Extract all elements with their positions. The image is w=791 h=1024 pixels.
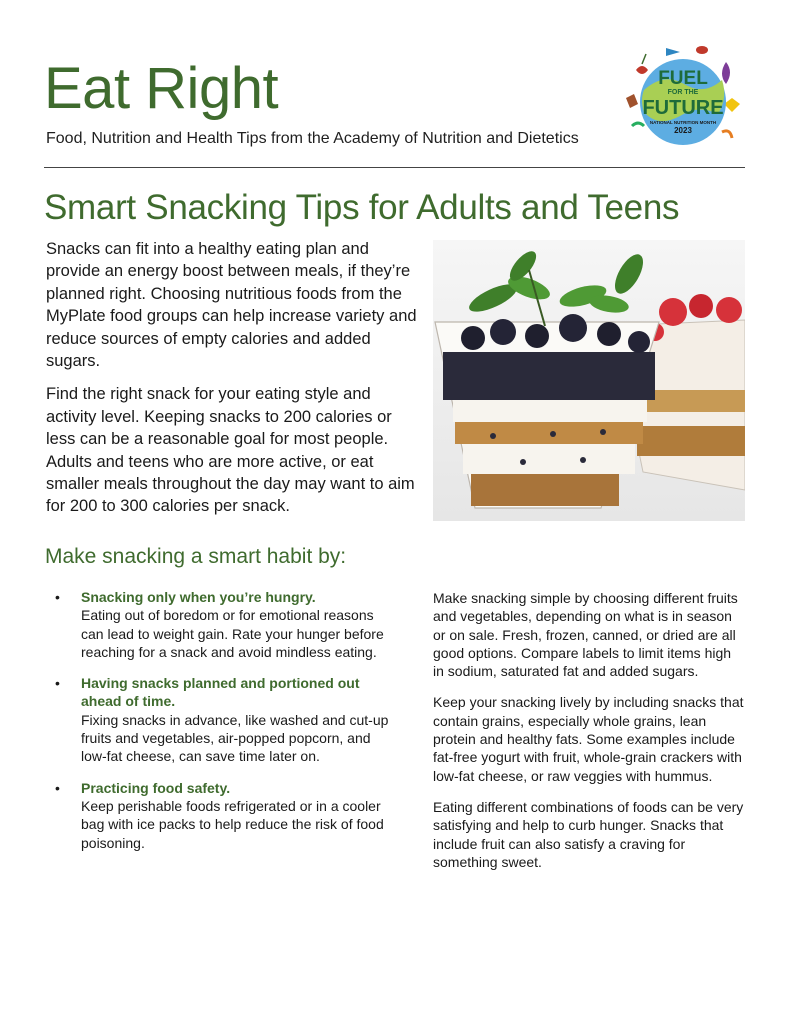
intro-paragraph: Snacks can fit into a healthy eating plan and provide an energy boost between meals, if they’re planned right. Choosing nutritious foods from the MyPlate food groups can help increase variety and reduce sources of empty calories and added sugars. (46, 240, 417, 371)
bean-icon (696, 46, 708, 54)
cherry-stem-icon (642, 54, 646, 64)
leaf-icon (632, 123, 644, 126)
intro-text (46, 238, 418, 529)
bullet-marker: • (55, 779, 60, 796)
logo-future: FUTURE (642, 97, 724, 119)
logo-for-the: FOR THE (667, 89, 699, 96)
logo-fuel: FUEL (658, 68, 708, 89)
yogurt-parfait-photo (433, 240, 745, 521)
tip-title: Having snacks planned and portioned out ahead of time. (81, 675, 360, 710)
section-subheading: Make snacking a smart habit by: (45, 545, 347, 568)
list-item (55, 674, 400, 765)
eggplant-icon (722, 62, 730, 84)
list-item (55, 779, 400, 852)
page-title: Smart Snacking Tips for Adults and Teens (44, 188, 680, 227)
body-paragraph: Make snacking simple by choosing different fruits and vegetables, depending on what is in season or on sale. Fresh, frozen, canned, or dried are all good options. Compare labels to limit items high in sodium, saturated fat and added sugars. (433, 590, 738, 680)
brand-title: Eat Right (44, 56, 279, 121)
tip-body: Keep perishable foods refrigerated or in a cooler bag with ice packs to help reduce the risk of food poisoning. (81, 797, 384, 851)
cheese-icon (724, 98, 740, 112)
tips-list (55, 588, 400, 865)
right-column-text (433, 589, 745, 884)
bullet-marker: • (55, 675, 60, 692)
cherry-icon (636, 66, 648, 74)
tip-body: Eating out of boredom or for emotional reasons can lead to weight gain. Rate your hunger before reaching for a snack and avoid mindless eating. (81, 607, 384, 660)
body-paragraph: Eating different combinations of foods can be very satisfying and help to curb hunger. Snacks that include fruit can also satisfy a craving for something sweet. (433, 798, 744, 870)
body-paragraph: Keep your snacking lively by including snacks that contain grains, especially whole grains, lean protein and healthy fats. Some examples include fat-free yogurt with fruit, whole-grain crackers with low-fat cheese, or raw veggies with hummus. (433, 694, 744, 784)
tip-body: Fixing snacks in advance, like washed and cut-up fruits and vegetables, air-popped popcorn, and low-fat cheese, can save time later on. (81, 711, 389, 765)
logo-year: 2023 (674, 126, 692, 135)
logo-nnm: NATIONAL NUTRITION MONTH (649, 120, 717, 125)
fuel-for-the-future-logo (622, 40, 744, 154)
carrot-icon (722, 131, 732, 138)
tip-title: Practicing food safety. (81, 779, 231, 796)
tagline: Food, Nutrition and Health Tips from the Academy of Nutrition and Dietetics (46, 130, 579, 147)
list-item (55, 588, 400, 661)
intro-paragraph: Find the right snack for your eating style and activity level. Keeping snacks to 200 calories or less can be a reasonable goal for most people. Adults and teens who are more active, or eat smaller meals throughout the day may want to aim for 200 to 300 calories per snack. (46, 385, 415, 516)
fish-icon (666, 48, 680, 56)
tip-title: Snacking only when you’re hungry. (81, 589, 316, 605)
bullet-marker: • (55, 589, 60, 605)
header-divider (44, 167, 745, 168)
bread-icon (626, 94, 638, 108)
